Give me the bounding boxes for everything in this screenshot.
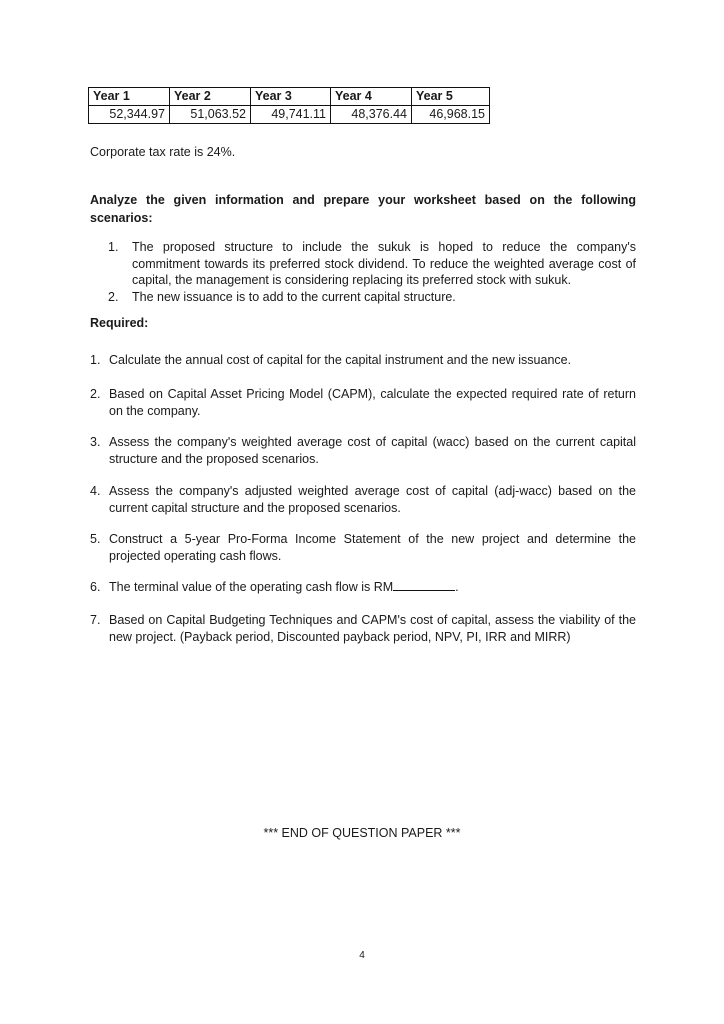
table-cell: 49,741.11 bbox=[251, 106, 331, 124]
question-number: 7. bbox=[90, 613, 101, 627]
list-item-text: The new issuance is to add to the current capital structure. bbox=[132, 289, 456, 304]
question-text: Assess the company's weighted average cost of capital (wacc) based on the current capital structure and the proposed scenarios. bbox=[109, 435, 636, 466]
question-text: Calculate the annual cost of capital for the capital instrument and the new issuance. bbox=[109, 353, 572, 367]
table-header-cell: Year 4 bbox=[331, 88, 412, 106]
question-item bbox=[90, 352, 636, 369]
list-item-number: 1. bbox=[108, 240, 119, 254]
question-item bbox=[90, 579, 636, 596]
table-row bbox=[89, 106, 490, 124]
table-cell: 51,063.52 bbox=[170, 106, 251, 124]
required-heading: Required: bbox=[90, 316, 149, 330]
question-item bbox=[90, 483, 636, 516]
question-item bbox=[90, 386, 636, 419]
tax-rate-note: Corporate tax rate is 24%. bbox=[90, 145, 236, 159]
scenario-list bbox=[90, 239, 636, 305]
question-number: 2. bbox=[90, 387, 101, 401]
analyze-heading: Analyze the given information and prepare your worksheet based on the following scenarios: bbox=[90, 193, 636, 225]
list-item bbox=[90, 289, 636, 306]
question-text: Construct a 5-year Pro-Forma Income Statement of the new project and determine the projected operating cash flows. bbox=[109, 532, 636, 563]
question-number: 4. bbox=[90, 484, 101, 498]
question-text: Assess the company's adjusted weighted average cost of capital (adj-wacc) based on the current capital structure and the proposed scenarios. bbox=[109, 484, 636, 515]
table-header-cell: Year 3 bbox=[251, 88, 331, 106]
end-of-paper-text: *** END OF QUESTION PAPER *** bbox=[263, 826, 461, 840]
question-text-wrap bbox=[90, 579, 636, 596]
table-cell: 52,344.97 bbox=[89, 106, 170, 124]
question-number: 1. bbox=[90, 353, 101, 367]
table-header-cell: Year 1 bbox=[89, 88, 170, 106]
table-cell: 46,968.15 bbox=[412, 106, 490, 124]
question-item bbox=[90, 612, 636, 645]
question-item bbox=[90, 434, 636, 467]
question-text: Based on Capital Asset Pricing Model (CAPM), calculate the expected required rate of return on the company. bbox=[109, 387, 636, 418]
answer-blank-line bbox=[393, 579, 455, 591]
question-text: The terminal value of the operating cash flow is RM bbox=[109, 580, 394, 594]
table-header-cell: Year 2 bbox=[170, 88, 251, 106]
page-number: 4 bbox=[359, 950, 365, 961]
list-item-text: The proposed structure to include the sukuk is hoped to reduce the company's commitment towards its preferred stock dividend. To reduce the weighted average cost of capital, the management is considering replacing its preferred stock with sukuk. bbox=[132, 240, 636, 287]
list-item bbox=[90, 239, 636, 289]
annual-values-table bbox=[88, 87, 490, 124]
question-number: 5. bbox=[90, 532, 101, 546]
question-number: 3. bbox=[90, 435, 101, 449]
table-header-cell: Year 5 bbox=[412, 88, 490, 106]
question-item bbox=[90, 531, 636, 564]
list-item-number: 2. bbox=[108, 289, 119, 304]
question-text: Based on Capital Budgeting Techniques and CAPM's cost of capital, assess the viability of the new project. (Payback period, Discounted payback period, NPV, PI, IRR and MIRR) bbox=[109, 613, 636, 644]
table-header-row bbox=[89, 88, 490, 106]
question-number: 6. bbox=[90, 580, 101, 594]
question-suffix: . bbox=[455, 580, 459, 594]
table-cell: 48,376.44 bbox=[331, 106, 412, 124]
